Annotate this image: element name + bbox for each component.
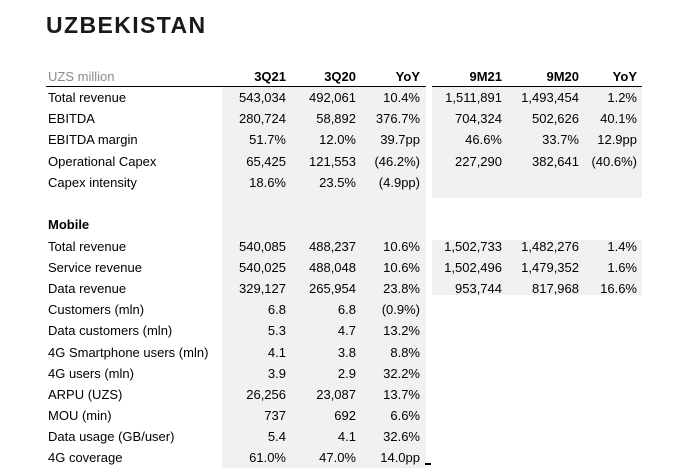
cell-value: 492,061: [309, 90, 356, 105]
table-row: [0, 172, 680, 193]
cell-value: 61.0%: [249, 450, 286, 465]
table-row: [0, 278, 680, 299]
row-label: EBITDA: [48, 111, 95, 127]
cell-value: 737: [264, 407, 286, 423]
cell-value: 121,553: [309, 153, 356, 169]
cell-value: 6.8: [267, 302, 286, 318]
cell-value: 3.8: [337, 344, 356, 360]
cell-value: 488,237: [309, 239, 356, 254]
row-label: ARPU (UZS): [48, 386, 123, 402]
header-row: [0, 66, 680, 87]
row-label: Total revenue: [48, 239, 127, 254]
unit-label: UZS million: [48, 69, 115, 84]
row-label: 4G coverage: [48, 450, 123, 465]
cell-value: 817,968: [532, 281, 579, 297]
cell-value: 32.6%: [383, 428, 420, 444]
table-row: [0, 236, 680, 257]
table-row: [0, 87, 680, 108]
col-header-yoy-nine-month: YoY: [612, 69, 637, 84]
cell-value: 8.8%: [390, 344, 420, 360]
cell-value: 16.6%: [600, 281, 637, 297]
table-row: [0, 151, 680, 172]
cell-value: 33.7%: [542, 132, 579, 148]
cell-value: 502,626: [532, 111, 579, 127]
table-row: [0, 320, 680, 341]
table-row: [0, 342, 680, 363]
cell-value: 47.0%: [319, 450, 356, 465]
cell-value: 1.4%: [607, 239, 637, 254]
cell-value: 265,954: [309, 281, 356, 297]
cell-value: 12.9pp: [597, 132, 637, 148]
cell-value: 540,025: [239, 260, 286, 276]
mobile-section-title: [0, 214, 680, 235]
col-header-3q20: 3Q20: [324, 69, 356, 84]
cell-value: (4.9pp): [378, 174, 420, 190]
cell-value: 1,479,352: [521, 260, 579, 276]
table-row: [0, 426, 680, 447]
row-label: MOU (min): [48, 407, 112, 423]
cell-value: 39.7pp: [380, 132, 420, 148]
cell-value: 51.7%: [249, 132, 286, 148]
col-header-3q21: 3Q21: [254, 69, 286, 84]
cell-value: 4.1: [267, 344, 286, 360]
cell-value: 2.9: [337, 365, 356, 381]
row-label: 4G Smartphone users (mln): [48, 344, 209, 360]
section-label: Mobile: [48, 217, 90, 232]
cell-value: 1,502,733: [444, 239, 502, 254]
cell-value: 540,085: [239, 239, 286, 254]
cell-value: 4.7: [337, 323, 356, 339]
row-label: EBITDA margin: [48, 132, 138, 148]
cell-value: 14.0pp: [380, 450, 420, 465]
cell-value: 1.2%: [607, 90, 637, 105]
cell-value: 4.1: [337, 428, 356, 444]
cell-value: 13.2%: [383, 323, 420, 339]
row-label: Total revenue: [48, 90, 127, 105]
cell-value: 280,724: [239, 111, 286, 127]
cell-value: 18.6%: [249, 174, 286, 190]
cell-value: 6.6%: [390, 407, 420, 423]
cell-value: 23.8%: [383, 281, 420, 297]
table-row: [0, 108, 680, 129]
cell-value: 1,511,891: [445, 90, 502, 105]
cell-value: (40.6%): [591, 153, 637, 169]
cell-value: 10.4%: [383, 90, 420, 105]
cell-value: 543,034: [239, 90, 286, 105]
cell-value: 3.9: [267, 365, 286, 381]
col-header-yoy-quarter: YoY: [395, 69, 420, 84]
cell-value: 58,892: [316, 111, 356, 127]
table-row: [0, 447, 680, 468]
row-label: Capex intensity: [48, 174, 137, 190]
cell-value: (0.9%): [381, 302, 420, 318]
cell-value: 40.1%: [600, 111, 637, 127]
cell-value: 692: [334, 407, 356, 423]
cell-value: 376.7%: [375, 111, 420, 127]
cell-value: 1,502,496: [444, 260, 502, 276]
cell-value: 953,744: [455, 281, 502, 297]
table-row: [0, 257, 680, 278]
cell-value: 329,127: [239, 281, 286, 297]
cell-value: 65,425: [246, 153, 286, 169]
table-row: [0, 405, 680, 426]
cell-value: 5.4: [267, 428, 286, 444]
table-row: [0, 299, 680, 320]
table-row: [0, 384, 680, 405]
cell-value: 46.6%: [465, 132, 502, 148]
table-row: [0, 129, 680, 150]
page-title: UZBEKISTAN: [46, 12, 207, 38]
row-label: Customers (mln): [48, 302, 145, 318]
row-label: Data customers (mln): [48, 323, 173, 339]
col-header-9m21: 9M21: [469, 69, 502, 84]
cell-value: 23,087: [316, 386, 356, 402]
table-row: [0, 363, 680, 384]
bottom-marker: [425, 463, 431, 465]
row-label: Service revenue: [48, 260, 142, 276]
cell-value: 12.0%: [319, 132, 356, 148]
cell-value: (46.2%): [374, 153, 420, 169]
row-label: 4G users (mln): [48, 365, 134, 381]
cell-value: 1.6%: [607, 260, 637, 276]
cell-value: 10.6%: [383, 260, 420, 276]
cell-value: 10.6%: [383, 239, 420, 254]
cell-value: 26,256: [246, 386, 286, 402]
cell-value: 13.7%: [383, 386, 420, 402]
cell-value: 227,290: [455, 153, 502, 169]
cell-value: 704,324: [455, 111, 502, 127]
cell-value: 488,048: [309, 260, 356, 276]
cell-value: 5.3: [267, 323, 286, 339]
cell-value: 382,641: [532, 153, 579, 169]
cell-value: 23.5%: [319, 174, 356, 190]
col-header-9m20: 9M20: [546, 69, 579, 84]
cell-value: 1,493,454: [521, 90, 579, 105]
cell-value: 6.8: [337, 302, 356, 318]
row-label: Data usage (GB/user): [48, 428, 175, 444]
row-label: Data revenue: [48, 281, 127, 297]
cell-value: 32.2%: [383, 365, 420, 381]
row-label: Operational Capex: [48, 153, 157, 169]
cell-value: 1,482,276: [521, 239, 579, 254]
